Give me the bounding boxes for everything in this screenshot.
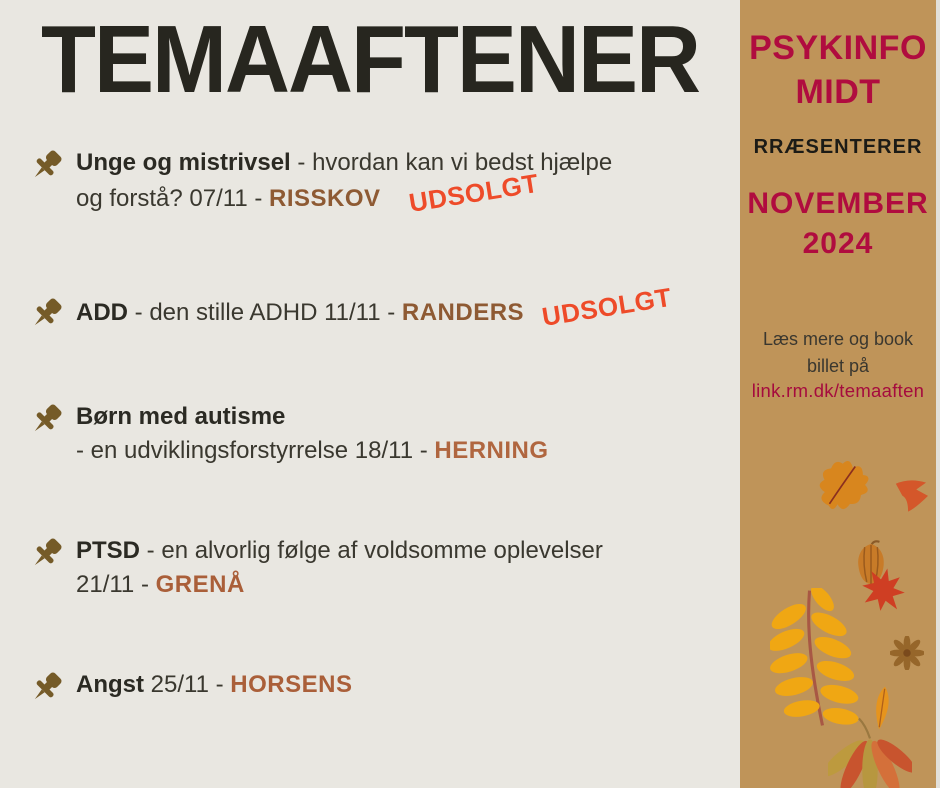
event-title: Børn med autisme xyxy=(76,403,286,430)
event-description: - en alvorlig følge af voldsomme oplevelser xyxy=(140,537,603,564)
pushpin-icon xyxy=(28,294,66,332)
event-location: RISSKOV xyxy=(269,185,381,212)
page-title: TEMAAFTENER xyxy=(41,7,699,114)
creeper-leaf xyxy=(828,716,912,788)
event-description: - en udviklingsforstyrrelse 18/11 - xyxy=(76,437,435,464)
event-line xyxy=(76,400,549,434)
event-line xyxy=(76,668,352,702)
month-label xyxy=(740,184,936,264)
event-line xyxy=(76,434,549,468)
event-location: GRENÅ xyxy=(155,571,245,598)
pushpin-icon xyxy=(28,400,66,438)
event-item-add xyxy=(28,281,675,332)
rowan-leaf xyxy=(770,588,862,728)
event-description: 25/11 - xyxy=(144,671,231,698)
event-line xyxy=(76,281,675,332)
event-description: - hvordan kan vi bedst hjælpe xyxy=(290,149,613,176)
event-line xyxy=(76,568,603,602)
oak-leaf xyxy=(802,446,882,520)
booking-info-line2: billet på xyxy=(806,356,870,376)
pushpin-icon xyxy=(28,534,66,572)
event-item-unge-og-mistrivsel xyxy=(28,146,612,216)
event-item-boern-med-autisme xyxy=(28,400,549,468)
event-line xyxy=(76,534,603,568)
event-description: - den stille ADHD 11/11 - xyxy=(128,299,402,326)
pushpin-icon xyxy=(28,668,66,706)
event-title: Angst xyxy=(76,671,144,698)
event-line xyxy=(76,167,612,218)
soldout-badge: UDSOLGT xyxy=(406,167,541,218)
sidebar-panel xyxy=(740,0,936,788)
event-title: ADD xyxy=(76,299,128,326)
event-location: HERNING xyxy=(434,437,549,464)
red-leaf-fragment xyxy=(887,473,935,518)
event-item-ptsd xyxy=(28,534,603,602)
star-anise xyxy=(890,636,924,670)
event-title: PTSD xyxy=(76,537,141,564)
month-line2: 2024 xyxy=(802,227,874,260)
pushpin-icon xyxy=(28,146,66,184)
presents-label: RRÆSENTERER xyxy=(753,136,923,158)
event-title: Unge og mistrivsel xyxy=(76,149,291,176)
brand-line2: MIDT xyxy=(795,73,881,111)
booking-info-line1: Læs mere og book xyxy=(762,329,914,349)
brand-line1: PSYKINFO xyxy=(749,29,927,67)
booking-info xyxy=(740,326,936,380)
event-location: HORSENS xyxy=(230,671,353,698)
event-description: 21/11 - xyxy=(76,571,156,598)
maple-leaf xyxy=(854,561,912,616)
event-location: RANDERS xyxy=(401,299,525,326)
brand-name xyxy=(740,26,936,114)
booking-link: link.rm.dk/temaaften xyxy=(751,380,925,401)
event-description: og forstå? 07/11 - xyxy=(76,185,270,212)
right-edge-strip xyxy=(936,0,940,788)
soldout-badge: UDSOLGT xyxy=(540,281,674,332)
month-line1: NOVEMBER xyxy=(747,187,929,220)
event-item-angst xyxy=(28,668,352,706)
